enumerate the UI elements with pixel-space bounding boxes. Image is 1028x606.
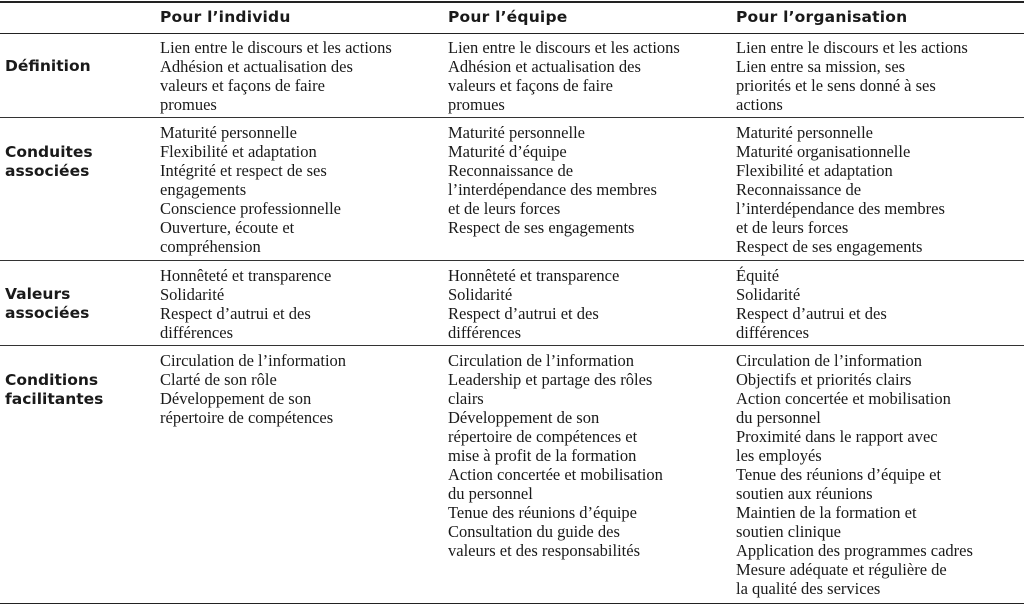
header-team: Pour l’équipe bbox=[448, 8, 568, 26]
cell-definition-organisation: Lien entre le discours et les actions Lien entre sa mission, ses priorités et le sens donné à ses actions bbox=[736, 38, 968, 114]
row-label-conduct: Conduites associées bbox=[5, 143, 93, 180]
row-divider bbox=[0, 345, 1024, 346]
bottom-rule bbox=[0, 603, 1024, 604]
row-label-definition: Définition bbox=[5, 57, 91, 75]
row-divider bbox=[0, 117, 1024, 118]
cell-conduct-individual: Maturité personnelle Flexibilité et adaptation Intégrité et respect de ses engagements Conscience professionnelle Ouverture, écoute et compréhension bbox=[160, 123, 341, 256]
cell-values-organisation: Équité Solidarité Respect d’autrui et des différences bbox=[736, 266, 887, 342]
cell-conduct-organisation: Maturité personnelle Maturité organisationnelle Flexibilité et adaptation Reconnaissance de l’interdépendance des membres et de leurs forces Respect de ses engagements bbox=[736, 123, 945, 256]
table-header bbox=[0, 6, 1024, 32]
header-rule bbox=[0, 33, 1024, 34]
row-label-conditions: Conditions facilitantes bbox=[5, 371, 104, 408]
cell-values-team: Honnêteté et transparence Solidarité Respect d’autrui et des différences bbox=[448, 266, 620, 342]
cell-conduct-team: Maturité personnelle Maturité d’équipe Reconnaissance de l’interdépendance des membres et de leurs forces Respect de ses engagements bbox=[448, 123, 657, 237]
cell-conditions-organisation: Circulation de l’information Objectifs et priorités clairs Action concertée et mobilisation du personnel Proximité dans le rapport avec les employés Tenue des réunions d’équipe et soutien aux réunions Maintien de la formation et soutien clinique Application des programmes cadres Mesure adéquate et régulière de la qualité des services bbox=[736, 351, 973, 598]
cell-conditions-individual: Circulation de l’information Clarté de son rôle Développement de son répertoire de compétences bbox=[160, 351, 347, 427]
header-organisation: Pour l’organisation bbox=[736, 8, 908, 26]
top-rule bbox=[0, 1, 1024, 3]
header-individual: Pour l’individu bbox=[160, 8, 291, 26]
cell-values-individual: Honnêteté et transparence Solidarité Respect d’autrui et des différences bbox=[160, 266, 332, 342]
row-divider bbox=[0, 260, 1024, 261]
cell-definition-individual: Lien entre le discours et les actions Adhésion et actualisation des valeurs et façons de faire promues bbox=[160, 38, 392, 114]
row-label-values: Valeurs associées bbox=[5, 285, 90, 322]
cell-definition-team: Lien entre le discours et les actions Adhésion et actualisation des valeurs et façons de faire promues bbox=[448, 38, 680, 114]
cell-conditions-team: Circulation de l’information Leadership et partage des rôles clairs Développement de son répertoire de compétences et mise à profit de la formation Action concertée et mobilisation du personnel Tenue des réunions d’équipe Consultation du guide des valeurs et des responsabilités bbox=[448, 351, 663, 560]
